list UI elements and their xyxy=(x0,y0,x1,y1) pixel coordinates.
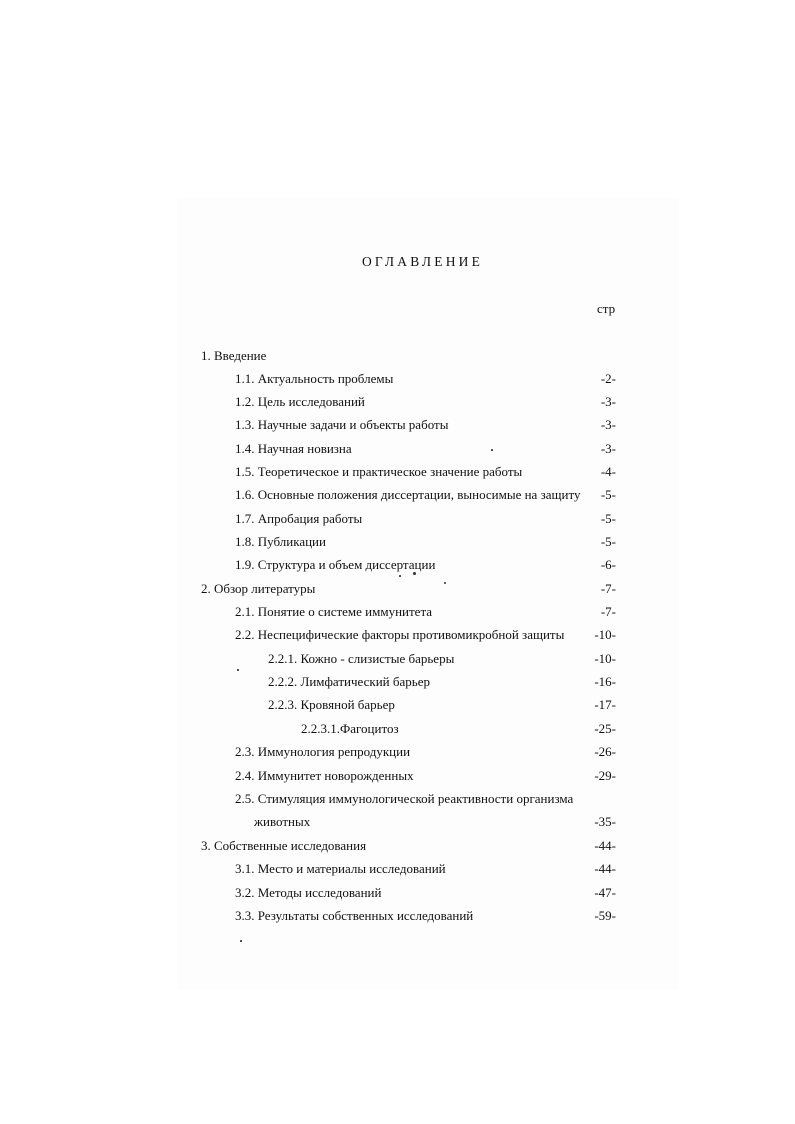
toc-entry-label: 2.2.1. Кожно - слизистые барьеры xyxy=(268,651,455,666)
toc-entry-page: -4- xyxy=(600,464,616,479)
scan-speck xyxy=(237,669,239,671)
toc-entry-page: -47- xyxy=(594,885,616,900)
toc-entry-page: -26- xyxy=(594,744,616,759)
scan-speck xyxy=(399,575,401,577)
toc-entry-page: -7- xyxy=(600,581,616,596)
toc-entry-label: 1.7. Апробация работы xyxy=(235,511,363,526)
toc-entry-page: -17- xyxy=(594,697,616,712)
toc-entry-page: -10- xyxy=(594,651,616,666)
toc-entry-label: 1.8. Публикации xyxy=(235,534,326,549)
toc-entry-page: -16- xyxy=(594,674,616,689)
toc-entry-page: -25- xyxy=(594,721,616,736)
toc-entry-label: 2.4. Иммунитет новорожденных xyxy=(235,768,414,783)
toc-entry-page: -59- xyxy=(594,908,616,923)
toc-entry-page: -5- xyxy=(600,534,616,549)
toc-entry-label: 2.5. Стимуляция иммунологической реактивности организма xyxy=(235,791,574,806)
toc-entry-page: -35- xyxy=(594,814,616,829)
toc-entry-label: 2.3. Иммунология репродукции xyxy=(235,744,411,759)
toc-entry-page: -6- xyxy=(600,557,616,572)
toc-entry-page: -10- xyxy=(594,627,616,642)
toc-entry-page: -29- xyxy=(594,768,616,783)
toc-entry-label: 2. Обзор литературы xyxy=(201,581,316,596)
toc-entry-page: -7- xyxy=(600,604,616,619)
toc-entry-page: -44- xyxy=(594,838,616,853)
toc-entry-label: 3. Собственные исследования xyxy=(201,838,367,853)
toc-entry-label: 3.3. Результаты собственных исследований xyxy=(235,908,474,923)
toc-entry-label: 1.1. Актуальность проблемы xyxy=(235,371,394,386)
toc-entry-label: 1.3. Научные задачи и объекты работы xyxy=(235,417,449,432)
toc-entry-label: 2.2.2. Лимфатический барьер xyxy=(268,674,430,689)
toc-title: ОГЛАВЛЕНИЕ xyxy=(361,254,484,269)
toc-entry-label: 1.6. Основные положения диссертации, выносимые на защиту xyxy=(235,487,581,502)
toc-entry-label: 1.5. Теоретическое и практическое значение работы xyxy=(235,464,523,479)
toc-entry-label: 2.2.3.1.Фагоцитоз xyxy=(301,721,399,736)
scan-speck xyxy=(491,449,493,451)
scan-speck xyxy=(240,940,242,942)
page-column-label: стр xyxy=(597,301,616,316)
toc-entry-label: животных xyxy=(254,814,311,829)
toc-entry-label: 2.2. Неспецифические факторы противомикробной защиты xyxy=(235,627,565,642)
toc-entry-label: 1.9. Структура и объем диссертации xyxy=(235,557,436,572)
toc-entry-page: -3- xyxy=(600,417,616,432)
toc-entry-label: 3.1. Место и материалы исследований xyxy=(235,861,446,876)
toc-entry-page: -5- xyxy=(600,511,616,526)
scan-speck xyxy=(413,572,416,575)
toc-entry-label: 1.2. Цель исследований xyxy=(235,394,365,409)
toc-entry-label: 2.1. Понятие о системе иммунитета xyxy=(235,604,433,619)
toc-entry-page: -44- xyxy=(594,861,616,876)
toc-entry-page: -3- xyxy=(600,394,616,409)
toc-entry-page: -2- xyxy=(600,371,616,386)
scan-speck xyxy=(444,582,446,584)
toc-entry-label: 2.2.3. Кровяной барьер xyxy=(268,697,395,712)
toc-entry-page: -3- xyxy=(600,441,616,456)
toc-entry-label: 3.2. Методы исследований xyxy=(235,885,382,900)
toc-entry-page: -5- xyxy=(600,487,616,502)
toc-entry-label: 1. Введение xyxy=(201,348,267,363)
toc-entry-label: 1.4. Научная новизна xyxy=(235,441,352,456)
